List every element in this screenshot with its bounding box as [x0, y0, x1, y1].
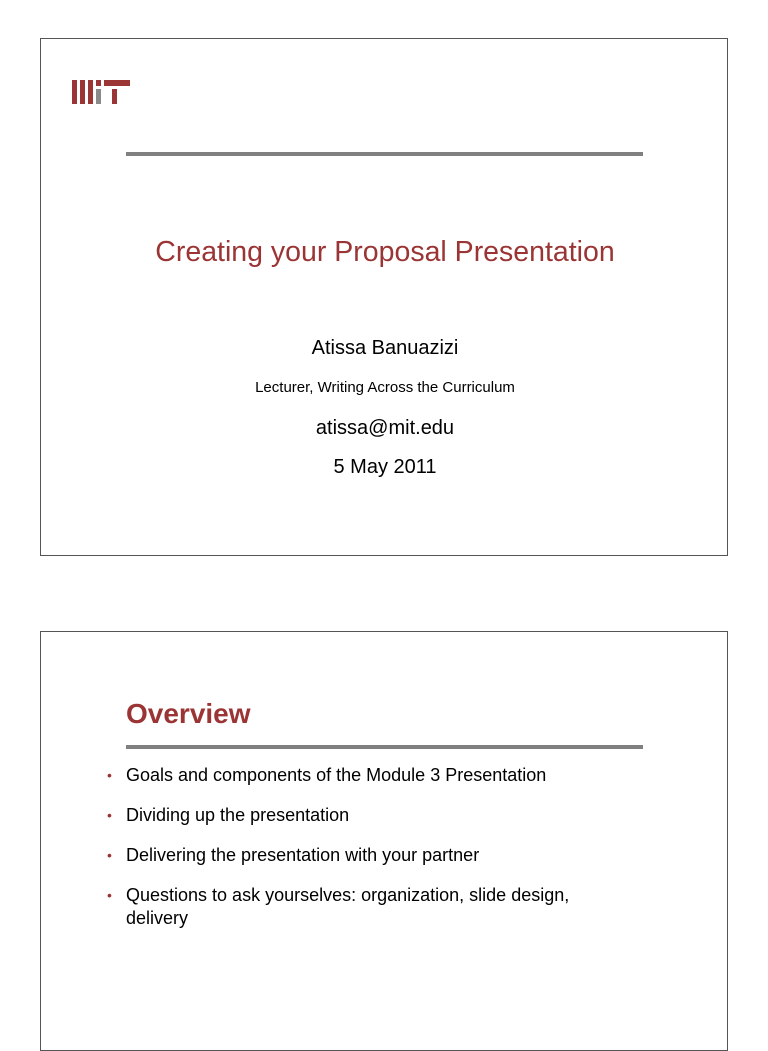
list-item: • Delivering the presentation with your partner — [107, 845, 480, 865]
author-name: Atissa Banuazizi — [311, 337, 459, 359]
list-item: • Dividing up the presentation — [107, 805, 350, 825]
title-rule — [126, 745, 643, 749]
list-item: • Questions to ask yourselves: organization, slide design, delivery — [107, 885, 570, 928]
author-email: atissa@mit.edu — [315, 417, 455, 439]
list-item: • Goals and components of the Module 3 Presentation — [107, 765, 547, 785]
bullet-icon: • — [107, 847, 112, 863]
slide-title: Creating your Proposal Presentation — [155, 236, 615, 268]
slide-title: Overview — [126, 698, 251, 729]
bullet-icon: • — [107, 807, 112, 823]
slide-1 — [40, 38, 728, 556]
title-rule — [126, 152, 643, 156]
mit-logo — [72, 76, 130, 104]
author-role: Lecturer, Writing Across the Curriculum — [255, 379, 515, 396]
bullet-icon: • — [107, 767, 112, 783]
bullet-list — [107, 764, 627, 947]
presentation-date: 5 May 2011 — [333, 456, 437, 478]
slide-2 — [40, 631, 728, 1051]
bullet-icon: • — [107, 887, 112, 903]
